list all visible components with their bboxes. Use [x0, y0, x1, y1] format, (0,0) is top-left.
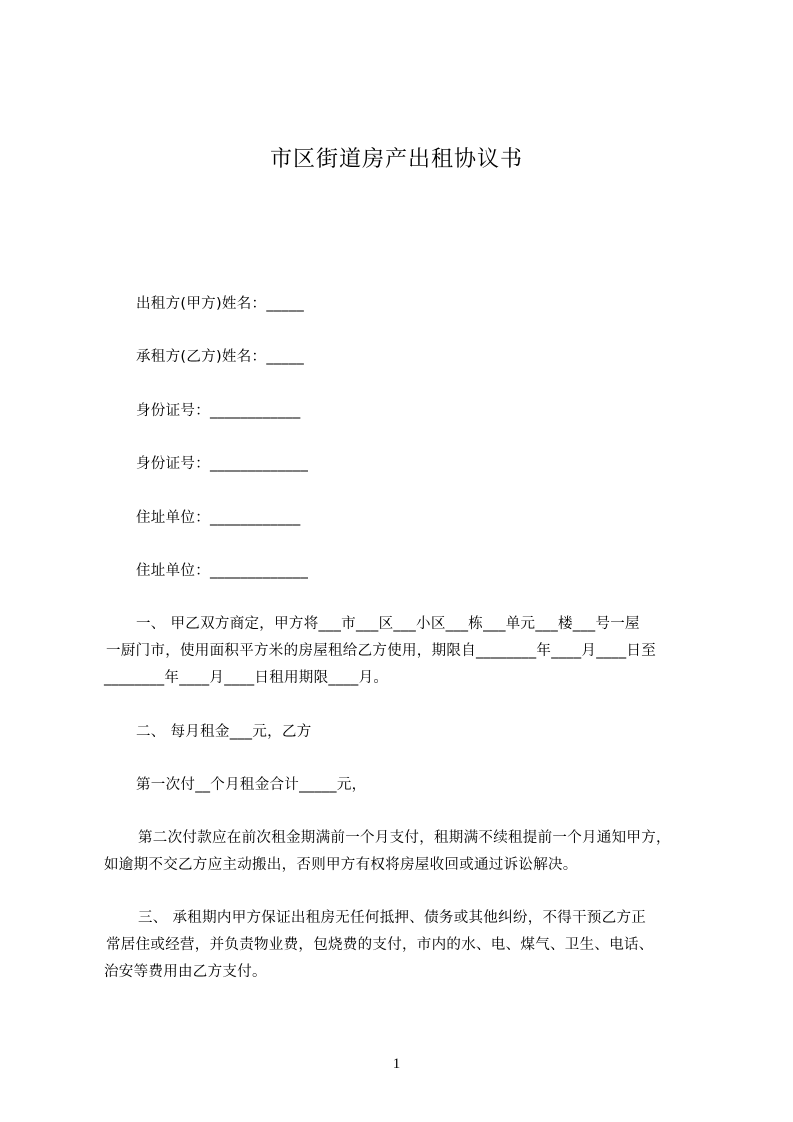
clause2-line4: 如逾期不交乙方应主动搬出，否则甲方有权将房屋收回或通过诉讼解决。	[104, 857, 578, 873]
clause3-line1: 三、 承租期内甲方保证出租房无任何抵押、债务或其他纠纷，不得干预乙方正	[138, 910, 647, 926]
page-number: 1	[392, 1056, 401, 1072]
address-field-2: 住址单位：_____________	[136, 563, 309, 579]
id-number-field-2: 身份证号：_____________	[136, 456, 309, 472]
id-number-field-1: 身份证号：____________	[136, 403, 301, 419]
clause3-line2: 常居住或经营，并负责物业费，包烧费的支付，市内的水、电、煤气、卫生、电话、	[106, 937, 654, 953]
clause1-line2: 一厨门市，使用面积平方米的房屋租给乙方使用，期限自________年____月____日至	[106, 643, 656, 659]
lessee-name-field: 承租方(乙方)姓名：_____	[136, 349, 305, 365]
document-title: 市区街道房产出租协议书	[269, 147, 523, 172]
address-field-1: 住址单位：____________	[136, 510, 301, 526]
lessor-name-field: 出租方(甲方)姓名：_____	[136, 296, 305, 312]
clause2-line3: 第二次付款应在前次租金期满前一个月支付，租期满不续租提前一个月通知甲方，	[138, 830, 671, 846]
clause3-line3: 治安等费用由乙方支付。	[104, 964, 267, 980]
clause2-line2: 第一次付__个月租金合计_____元，	[136, 777, 367, 793]
clause1-line3: ________年____月____日租用期限____月。	[104, 670, 389, 686]
clause1-line1: 一、 甲乙双方商定，甲方将___市___区___小区___栋___单元___楼___号一屋	[136, 616, 640, 632]
clause2-line1: 二、 每月租金___元，乙方	[136, 724, 312, 740]
